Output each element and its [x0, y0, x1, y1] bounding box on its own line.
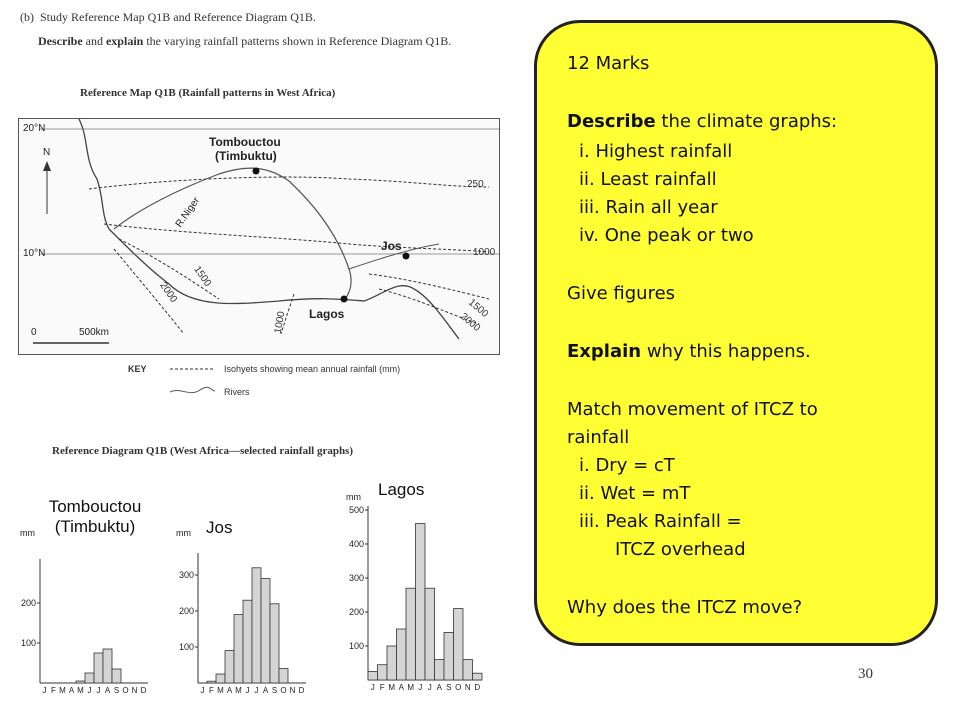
graph-jos-unit: mm [176, 528, 191, 538]
graph-jos-month-10: O [280, 686, 287, 695]
graph-tombouctou-tick-label-200: 200 [20, 598, 36, 608]
graph-tombouctou-month-11: N [131, 686, 138, 695]
panel-why: Why does the ITCZ move? [567, 597, 803, 618]
lagos-dot [341, 296, 348, 303]
graph-jos-title: Jos [206, 518, 233, 537]
panel-describe-bold: Describe [567, 111, 656, 132]
graph-tombouctou-bar-9 [112, 669, 121, 683]
graph-lagos-month-1: J [370, 683, 375, 692]
key-isohyets-text: Isohyets showing mean annual rainfall (mm) [224, 364, 401, 374]
graph-lagos-tick-label-100: 100 [348, 641, 364, 651]
graph-tombouctou-bar-6 [85, 673, 94, 683]
isohyet-label-2000-east: 2000 [458, 311, 483, 334]
graph-jos-bar-6 [243, 600, 252, 683]
graph-tombouctou-month-7: J [96, 686, 101, 695]
graph-lagos-bar-4 [397, 629, 407, 680]
panel-describe-rest: the climate graphs: [655, 111, 838, 132]
graph-jos-month-6: J [245, 686, 250, 695]
graph-lagos-month-7: J [427, 683, 432, 692]
graph-jos-month-8: A [262, 686, 269, 695]
graph-jos-month-4: A [226, 686, 233, 695]
north-arrow-head [43, 161, 51, 171]
graph-lagos-bar-3 [387, 646, 397, 680]
graph-jos-month-9: S [271, 686, 278, 695]
marking-panel [534, 20, 938, 646]
graph-jos-bar-2 [207, 681, 216, 683]
graph-tombouctou-month-9: S [113, 686, 120, 695]
river-niger [114, 168, 351, 301]
task-and: and [85, 34, 103, 48]
panel-match-line1: Match movement of ITCZ to [567, 399, 818, 420]
river-niger-label: R.Niger [173, 195, 203, 230]
graph-lagos-bar-10 [454, 609, 464, 680]
graph-lagos-month-2: F [379, 683, 385, 692]
panel-explain-rest: why this happens. [641, 341, 811, 362]
graph-lagos-bar-7 [425, 588, 435, 680]
graph-jos-bar-10 [279, 669, 288, 683]
isohyet-label-1500-east: 1500 [466, 297, 491, 320]
key-symbols [170, 362, 220, 402]
graph-lagos-bar-1 [368, 672, 378, 681]
rainfall-map [18, 118, 500, 355]
lat-10-label: 10°N [23, 248, 46, 259]
graph-lagos [336, 505, 496, 695]
lagos-label: Lagos [309, 307, 345, 321]
page-number: 30 [858, 666, 873, 682]
task-rest: the varying rainfall patterns shown in Reference Diagram Q1B. [146, 34, 452, 48]
lat-20-label: 20°N [23, 123, 46, 134]
graph-lagos-bar-9 [444, 632, 454, 680]
panel-match-item-2: ii. Wet = mT [579, 483, 691, 504]
jos-label: Jos [381, 239, 402, 253]
question-part: (b) [20, 10, 34, 24]
graph-lagos-month-6: J [418, 683, 423, 692]
graph-tombouctou-month-10: O [122, 686, 129, 695]
panel-give-figures: Give figures [567, 283, 676, 304]
graph-jos-month-7: J [254, 686, 259, 695]
graph-jos-bar-9 [270, 604, 279, 683]
graph-lagos-tick-label-300: 300 [348, 573, 364, 583]
key-label: KEY [128, 364, 147, 374]
scale-km-label: 500km [79, 327, 110, 338]
graph-tombouctou-month-2: F [51, 686, 56, 695]
question-task [38, 34, 498, 49]
graph-tombouctou-month-3: M [59, 686, 66, 695]
north-label: N [43, 147, 51, 158]
panel-describe [567, 111, 837, 133]
graph-tombouctou [10, 545, 160, 695]
tombouctou-dot [253, 168, 260, 175]
graph-lagos-tick-label-400: 400 [348, 539, 364, 549]
key-river-symbol [170, 387, 215, 392]
map-title: Reference Map Q1B (Rainfall patterns in West Africa) [80, 87, 336, 99]
graph-tombouctou-month-6: J [87, 686, 92, 695]
panel-describe-item-3: iii. Rain all year [579, 197, 718, 218]
graph-lagos-month-9: S [446, 683, 452, 692]
graph-jos-bar-8 [261, 579, 270, 683]
panel-match-item-3: iii. Peak Rainfall = [579, 511, 742, 532]
isohyet-1500-east [369, 274, 489, 299]
panel-match-item-1: i. Dry = cT [579, 455, 675, 476]
graph-lagos-tick-label-200: 200 [348, 607, 364, 617]
task-describe: Describe [38, 34, 83, 48]
graph-jos-month-12: D [298, 686, 305, 695]
graph-jos-month-3: M [217, 686, 224, 695]
timbuktu-label: (Timbuktu) [215, 149, 277, 163]
graph-jos-bar-4 [225, 651, 234, 683]
panel-marks: 12 Marks [567, 53, 650, 74]
graph-jos-bar-7 [252, 568, 261, 683]
isohyet-label-2000-west: 2000 [157, 280, 180, 305]
graph-tombouctou-bar-5 [76, 681, 85, 683]
instruction-text: Study Reference Map Q1B and Reference Diagram Q1B. [40, 10, 316, 24]
key-rivers-text: Rivers [224, 387, 250, 397]
isohyet-250 [89, 177, 489, 189]
graph-lagos-month-8: A [436, 683, 442, 692]
isohyet-label-1000-south: 1000 [272, 310, 288, 335]
graph-jos [168, 545, 318, 695]
scale-zero-label: 0 [31, 327, 37, 338]
graph-tombouctou-month-4: A [68, 686, 75, 695]
graph-tombouctou-title-line1: Tombouctou [48, 497, 142, 516]
graph-lagos-month-3: M [388, 683, 396, 692]
graph-jos-month-11: N [289, 686, 296, 695]
graph-lagos-bar-11 [463, 660, 473, 680]
isohyet-label-1500-west: 1500 [191, 264, 214, 289]
graph-jos-bar-3 [216, 674, 225, 683]
graph-lagos-bar-6 [416, 524, 426, 680]
graph-lagos-tick-label-500: 500 [348, 505, 364, 515]
graph-lagos-unit: mm [346, 492, 361, 502]
graph-tombouctou-month-8: A [104, 686, 111, 695]
graph-lagos-title: Lagos [378, 480, 425, 499]
tombouctou-label: Tombouctou [209, 135, 281, 149]
graph-lagos-month-11: N [464, 683, 471, 692]
panel-match-line2: rainfall [567, 427, 630, 448]
jos-dot [403, 253, 410, 260]
isohyet-label-250: 250 [467, 179, 484, 190]
graph-tombouctou-tick-label-100: 100 [20, 638, 36, 648]
graph-tombouctou-month-5: M [77, 686, 84, 695]
graph-tombouctou-bar-8 [103, 649, 112, 683]
graph-tombouctou-month-12: D [140, 686, 147, 695]
graph-lagos-bar-5 [406, 588, 416, 680]
graph-lagos-bar-8 [435, 660, 445, 680]
panel-explain-bold: Explain [567, 341, 642, 362]
graph-jos-tick-label-300: 300 [178, 570, 194, 580]
graph-jos-bar-5 [234, 615, 243, 683]
graph-tombouctou-bar-7 [94, 653, 103, 683]
diagram-title: Reference Diagram Q1B (West Africa—selected rainfall graphs) [52, 445, 354, 457]
panel-describe-item-1: i. Highest rainfall [579, 141, 733, 162]
graph-tombouctou-unit: mm [20, 528, 35, 538]
panel-describe-item-4: iv. One peak or two [579, 225, 754, 246]
graph-jos-tick-label-200: 200 [178, 606, 194, 616]
graph-lagos-bar-2 [378, 665, 388, 680]
graph-lagos-month-5: M [407, 683, 415, 692]
graph-jos-tick-label-100: 100 [178, 642, 194, 652]
graph-jos-month-2: F [209, 686, 214, 695]
panel-describe-item-2: ii. Least rainfall [579, 169, 717, 190]
panel-match-continuation: ITCZ overhead [615, 539, 746, 560]
graph-tombouctou-title [30, 497, 160, 537]
panel-explain [567, 341, 811, 363]
question-instruction [20, 10, 316, 25]
isohyet-1000 [104, 224, 489, 252]
graph-tombouctou-month-1: J [42, 686, 47, 695]
isohyet-label-1000: 1000 [473, 247, 496, 258]
graph-jos-month-1: J [200, 686, 205, 695]
graph-tombouctou-title-line2: (Timbuktu) [54, 517, 136, 536]
graph-lagos-bar-12 [473, 673, 483, 680]
task-explain: explain [105, 34, 144, 48]
graph-lagos-month-4: A [398, 683, 404, 692]
graph-jos-month-5: M [235, 686, 242, 695]
graph-lagos-month-12: D [474, 683, 481, 692]
graph-lagos-month-10: O [455, 683, 462, 692]
